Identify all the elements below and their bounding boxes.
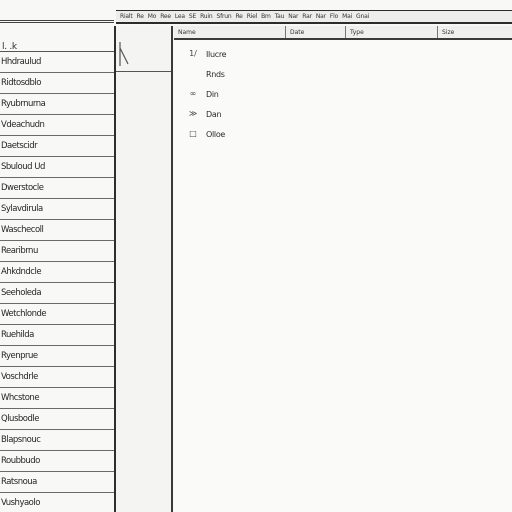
sidebar-item[interactable]: Ahkdndcle	[0, 262, 114, 283]
file-row[interactable]	[186, 124, 226, 144]
sidebar-item[interactable]: Qlusbodle	[0, 409, 114, 430]
file-name: Olloe	[206, 129, 226, 139]
column-header-name[interactable]: Name	[174, 26, 286, 38]
sidebar-item[interactable]: Vushyaolo	[0, 493, 114, 512]
menu-item[interactable]: Mo	[147, 13, 157, 20]
menu-item[interactable]: Rar	[302, 13, 312, 20]
menu-item[interactable]: Flo	[329, 13, 339, 20]
document-icon: 1/	[189, 49, 197, 58]
box-icon: □	[189, 129, 197, 138]
sidebar-top-rule	[0, 20, 114, 23]
sidebar-item[interactable]: Sbuloud Ud	[0, 157, 114, 178]
sidebar-item[interactable]: Roubbudo	[0, 451, 114, 472]
menu-item[interactable]: Nar	[288, 13, 299, 20]
menu-item[interactable]: Ree	[160, 13, 171, 20]
file-row[interactable]	[186, 104, 226, 124]
sidebar-item[interactable]: Ratsnoua	[0, 472, 114, 493]
file-name: Ilucre	[206, 49, 227, 59]
sidebar-item[interactable]: Wetchlonde	[0, 304, 114, 325]
sidebar-item[interactable]: Ryubrnurna	[0, 94, 114, 115]
menu-item[interactable]: Sfrun	[216, 13, 232, 20]
sidebar-item[interactable]: Ridtosdblo	[0, 73, 114, 94]
file-row[interactable]	[186, 84, 226, 104]
column-header-type[interactable]: Type	[346, 26, 438, 38]
menu-item[interactable]: SE	[188, 13, 197, 20]
blank-icon	[186, 69, 200, 79]
column-header-date[interactable]: Date	[286, 26, 346, 38]
sidebar-item[interactable]: Vdeachudn	[0, 115, 114, 136]
sidebar-item[interactable]: Whcstone	[0, 388, 114, 409]
file-name: Rnds	[206, 69, 225, 79]
sidebar-item[interactable]: Waschecoll	[0, 220, 114, 241]
sidebar-item[interactable]: Dwerstocle	[0, 178, 114, 199]
file-list	[186, 44, 226, 144]
sidebar-item[interactable]: Hhdraulud	[0, 52, 114, 73]
folder-icon: ∞	[189, 89, 197, 98]
sidebar-header: l. .k	[0, 26, 114, 52]
menu-item[interactable]: Lea	[174, 13, 185, 20]
menu-item[interactable]: Tau	[274, 13, 285, 20]
sidebar-item[interactable]: Daetscidr	[0, 136, 114, 157]
sidebar-item[interactable]: Voschdrle	[0, 367, 114, 388]
file-name: Din	[206, 89, 219, 99]
sidebar-item[interactable]: Blapsnouc	[0, 430, 114, 451]
menu-item[interactable]: Riel	[246, 13, 258, 20]
menu-item[interactable]: Mai	[342, 13, 353, 20]
menu-item[interactable]: Rialt	[120, 13, 133, 20]
main-pane	[174, 26, 512, 512]
file-name: Dan	[206, 109, 222, 119]
sidebar-item[interactable]: Rearibrnu	[0, 241, 114, 262]
column-header-size[interactable]: Size	[442, 29, 455, 36]
sort-arrow-icon[interactable]	[118, 40, 134, 68]
menu-bar	[116, 10, 512, 24]
sidebar-item[interactable]: Ruehilda	[0, 325, 114, 346]
file-row[interactable]	[186, 64, 226, 84]
menu-item[interactable]: Nar	[315, 13, 326, 20]
menu-item[interactable]: Re	[136, 13, 144, 20]
sidebar-item[interactable]: Seeholeda	[0, 283, 114, 304]
menu-item[interactable]: Re	[235, 13, 243, 20]
drive-icon: ≫	[188, 109, 198, 118]
sidebar-item[interactable]: Sylavdirula	[0, 199, 114, 220]
sidebar-items	[0, 52, 114, 512]
sidebar-item[interactable]: Ryenprue	[0, 346, 114, 367]
middle-column-header	[116, 26, 171, 72]
column-header-row	[174, 26, 512, 40]
file-row[interactable]	[186, 44, 226, 64]
menu-item[interactable]: Gnai	[356, 13, 370, 20]
menu-item[interactable]: Bm	[261, 13, 271, 20]
menu-item[interactable]: Ruin	[200, 13, 213, 20]
sidebar	[0, 26, 116, 512]
middle-column	[116, 26, 173, 512]
